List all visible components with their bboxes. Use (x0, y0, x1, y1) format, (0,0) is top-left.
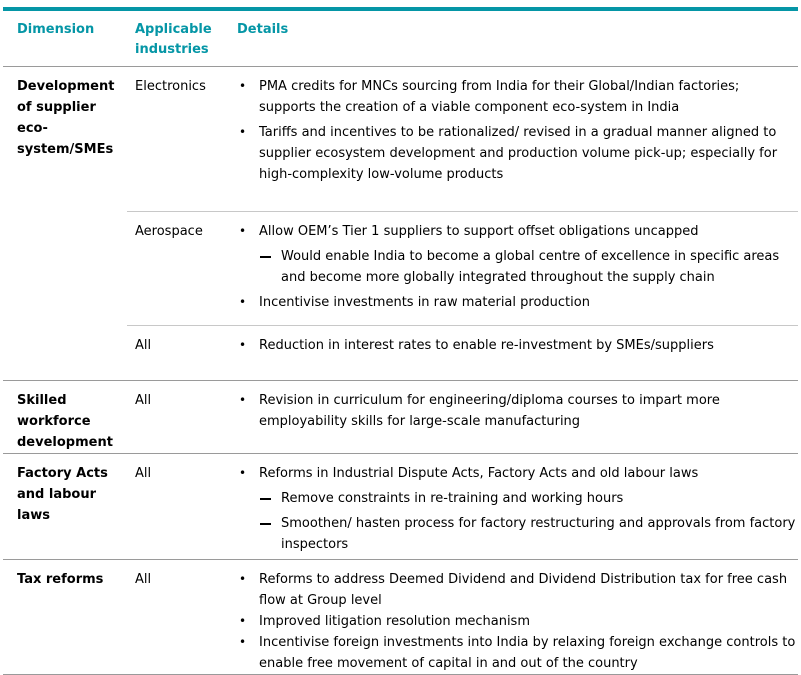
table-row (3, 560, 798, 675)
industry-cell: All (135, 338, 152, 353)
dimension-cell: Development of supplier eco-system/SMEs (17, 79, 115, 157)
sub-bullet-item: Would enable India to become a global centre of excellence in specific areas and become more globally integrated throughout the supply chain (237, 246, 798, 288)
details-cell (229, 381, 798, 454)
table-body (3, 67, 798, 675)
table-top-rule (3, 7, 798, 11)
dimension-cell: Factory Acts and labour laws (17, 466, 108, 523)
header-details: Details (237, 22, 289, 37)
dimension-cell: Skilled workforce development (17, 393, 113, 450)
sub-bullet-item: Remove constraints in re-training and working hours (237, 488, 798, 509)
sub-bullet-item: Smoothen/ hasten process for factory restructuring and approvals from factory inspectors (237, 513, 798, 555)
industry-cell: Aerospace (127, 212, 229, 326)
industry-cell: Electronics (127, 67, 229, 212)
header-dimension: Dimension (17, 22, 95, 37)
policy-table (3, 13, 798, 675)
industry-cell: All (135, 393, 152, 408)
header-row (3, 13, 798, 67)
details-cell (229, 560, 798, 675)
details-cell (229, 326, 798, 381)
industry-cell: All (135, 572, 152, 587)
details-cell (229, 454, 798, 560)
bullet-item: • Reforms to address Deemed Dividend and Dividend Distribution tax for free cash flow at Group level (237, 569, 798, 611)
table-row (3, 381, 798, 454)
details-list (237, 390, 798, 432)
bullet-item: • Incentivise investments in raw material production (237, 292, 798, 313)
header-industries: Applicable industries (135, 22, 212, 57)
table-row (3, 454, 798, 560)
bullet-item: • Improved litigation resolution mechanism (237, 611, 798, 632)
bullet-item: • Revision in curriculum for engineering/diploma courses to impart more employability skills for large-scale manufacturing (237, 390, 798, 432)
bullet-item: • Reduction in interest rates to enable re-investment by SMEs/suppliers (237, 335, 798, 356)
details-list (237, 221, 798, 313)
dimension-cell: Tax reforms (17, 572, 104, 587)
industry-cell: All (135, 466, 152, 481)
details-list (237, 463, 798, 555)
details-cell (229, 67, 798, 212)
bullet-item: • Incentivise foreign investments into India by relaxing foreign exchange controls to enable free movement of capital in and out of the country (237, 632, 798, 674)
details-list (237, 569, 798, 674)
details-list (237, 335, 798, 356)
bullet-item: • Reforms in Industrial Dispute Acts, Factory Acts and old labour laws (237, 463, 798, 484)
bullet-item: • PMA credits for MNCs sourcing from India for their Global/Indian factories; supports the creation of a viable component eco-system in India (237, 76, 798, 118)
bullet-item: • Tariffs and incentives to be rationalized/ revised in a gradual manner aligned to supplier ecosystem development and production volume pick-up; especially for high-complexity low-volume products (237, 122, 798, 185)
details-cell (229, 212, 798, 326)
details-list (237, 76, 798, 185)
table-row (3, 67, 798, 212)
bullet-item: • Allow OEM’s Tier 1 suppliers to support offset obligations uncapped (237, 221, 798, 242)
